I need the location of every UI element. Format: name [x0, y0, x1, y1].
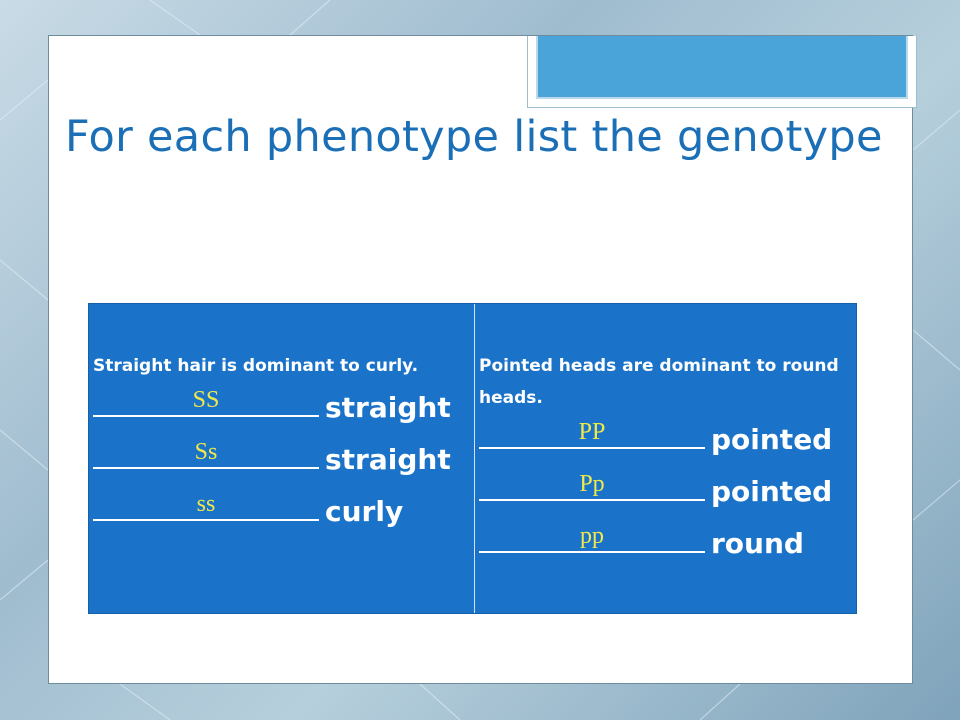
- head-description: Pointed heads are dominant to round heads.: [479, 356, 839, 408]
- answer-blank: [93, 489, 319, 521]
- genotype-answer: pp: [580, 523, 604, 549]
- answer-blank: [93, 385, 319, 417]
- answer-blank: [479, 469, 705, 501]
- phenotype-label: pointed: [711, 475, 833, 508]
- decorative-tab-fill: [536, 36, 908, 99]
- hair-row-2: [93, 434, 469, 486]
- slide-title: For each phenotype list the genotype: [65, 112, 883, 162]
- genotype-answer: SS: [192, 387, 220, 413]
- answer-blank: [93, 437, 319, 469]
- phenotype-label: curly: [325, 495, 404, 528]
- phenotype-label: straight: [325, 391, 451, 424]
- genotype-answer: PP: [578, 419, 606, 445]
- answer-blank: [479, 417, 705, 449]
- hair-row-1: [93, 382, 469, 434]
- phenotype-label: straight: [325, 443, 451, 476]
- genotype-answer: Ss: [194, 439, 218, 465]
- head-column: [479, 350, 855, 570]
- decorative-tab: [527, 36, 917, 108]
- genotype-table: [88, 303, 857, 614]
- column-divider: [474, 304, 475, 613]
- genotype-answer: Pp: [579, 471, 605, 497]
- head-row-3: [479, 518, 855, 570]
- answer-blank: [479, 521, 705, 553]
- hair-column: [93, 350, 469, 538]
- genotype-answer: ss: [196, 491, 216, 517]
- phenotype-label: round: [711, 527, 804, 560]
- hair-row-3: [93, 486, 469, 538]
- hair-description: Straight hair is dominant to curly.: [93, 356, 419, 376]
- head-row-2: [479, 466, 855, 518]
- head-row-1: [479, 414, 855, 466]
- phenotype-label: pointed: [711, 423, 833, 456]
